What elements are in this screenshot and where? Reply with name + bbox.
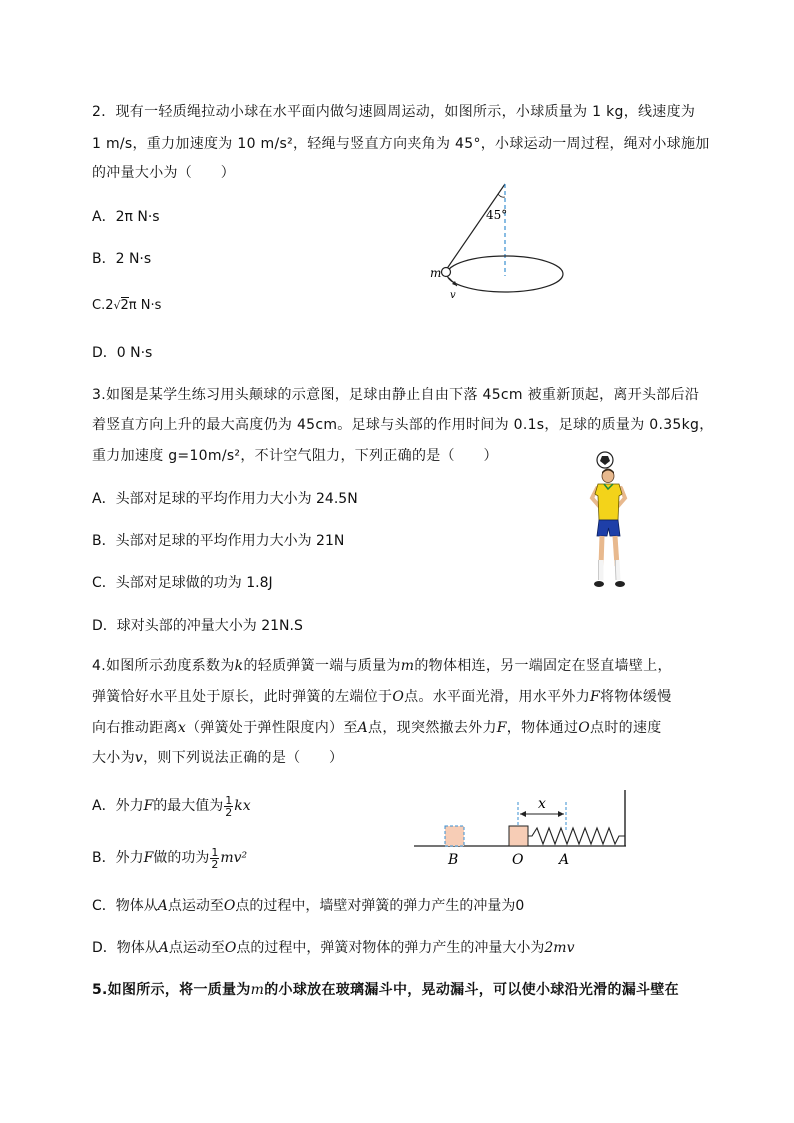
b-label: B xyxy=(448,852,459,868)
q2-option-a[interactable]: A．2π N·s xyxy=(92,209,160,225)
q4-option-d[interactable]: D．物体从A点运动至O点的过程中，弹簧对物体的弹力产生的冲量大小为2mv xyxy=(92,940,575,956)
player-right-shoe xyxy=(615,581,625,587)
spring-zigzag xyxy=(528,828,625,844)
mass-label: m xyxy=(430,266,442,280)
q4-option-a[interactable]: A．外力F的最大值为 $\frac{1}{2}$ kx xyxy=(92,793,251,819)
q4-stem-line-1: 4.如图所示劲度系数为k的轻质弹簧一端与质量为m的物体相连，另一端固定在竖直墙壁上， xyxy=(92,658,672,674)
q2-option-d: D．0 N·s xyxy=(92,345,153,361)
spring-block-figure xyxy=(412,788,632,868)
q2-option-b[interactable]: B．2 N·s xyxy=(92,251,152,267)
q4-option-a-fraction: $\frac{1}{2}$ xyxy=(225,793,233,819)
q3-option-d[interactable]: D．球对头部的冲量大小为 21N.S xyxy=(92,618,303,634)
angle-arc xyxy=(498,194,505,197)
q5-stem-line-1: 5.如图所示，将一质量为m的小球放在玻璃漏斗中，晃动漏斗，可以使小球沿光滑的漏斗壁在 xyxy=(92,982,679,998)
q2-option-c-radicand: 2 xyxy=(120,298,129,313)
q4-stem-line-4: 大小为v，则下列说法正确的是（ ） xyxy=(92,750,344,766)
q3-stem-line-1: 3.如图是某学生练习用头颠球的示意图，足球由静止自由下落 45cm 被重新顶起，离开头部后沿 xyxy=(92,387,700,403)
a-label: A xyxy=(559,852,570,868)
player-shorts xyxy=(597,520,620,536)
q3-stem-line-2: 着竖直方向上升的最大高度仍为 45cm。足球与头部的作用时间为 0.1s，足球的质量为 0.35kg， xyxy=(92,417,714,433)
q3-option-c[interactable]: C．头部对足球做的功为 1.8J xyxy=(92,575,273,591)
angle-label: 45° xyxy=(486,208,508,222)
q4-option-b-fraction: $\frac{1}{2}$ xyxy=(211,845,219,871)
velocity-label: v xyxy=(450,290,456,301)
player-left-shoe xyxy=(594,581,604,587)
q3-stem-line-3: 重力加速度 g=10m/s²，不计空气阻力，下列正确的是（ ） xyxy=(92,448,498,464)
q4-stem-line-2: 弹簧恰好水平且处于原长，此时弹簧的左端位于O点。水平面光滑，用水平外力F将物体缓慢 xyxy=(92,689,672,705)
player-right-sock xyxy=(617,560,618,580)
q4-option-b[interactable]: B．外力F做的功为 $\frac{1}{2}$ mv² xyxy=(92,845,248,871)
x-label: x xyxy=(538,796,546,812)
block-at-b xyxy=(445,826,464,846)
q2-stem-line-2: 1 m/s，重力加速度为 10 m/s²，轻绳与竖直方向夹角为 45°，小球运动一周过程，绳对小球施加 xyxy=(92,136,710,152)
q3-option-a[interactable]: A．头部对足球的平均作用力大小为 24.5N xyxy=(92,491,358,507)
ball xyxy=(442,268,451,277)
o-label: O xyxy=(512,852,524,868)
q4-stem-line-3: 向右推动距离x（弹簧处于弹性限度内）至A点，现突然撤去外力F，物体通过O点时的速度 xyxy=(92,720,662,736)
q2-stem-line-3: 的冲量大小为（ ） xyxy=(92,165,235,181)
q2-stem-line-1: 2．现有一轻质绳拉动小球在水平面内做匀速圆周运动，如图所示，小球质量为 1 kg，线速度为 xyxy=(92,104,696,120)
q4-option-c[interactable]: C．物体从A点运动至O点的过程中，墙壁对弹簧的弹力产生的冲量为0 xyxy=(92,898,525,914)
string-line xyxy=(446,184,508,270)
q2-option-c-prefix: C. xyxy=(92,298,106,313)
block-at-o xyxy=(509,826,528,846)
header-player-figure xyxy=(585,448,635,590)
conical-pendulum-figure xyxy=(420,178,570,308)
q2-option-c-coef: 2 xyxy=(105,298,114,313)
q2-option-c-suffix: π N·s xyxy=(128,298,162,313)
q3-option-b[interactable]: B．头部对足球的平均作用力大小为 21N xyxy=(92,533,345,549)
q2-option-c[interactable]: C.2√2π N·s xyxy=(92,298,162,313)
